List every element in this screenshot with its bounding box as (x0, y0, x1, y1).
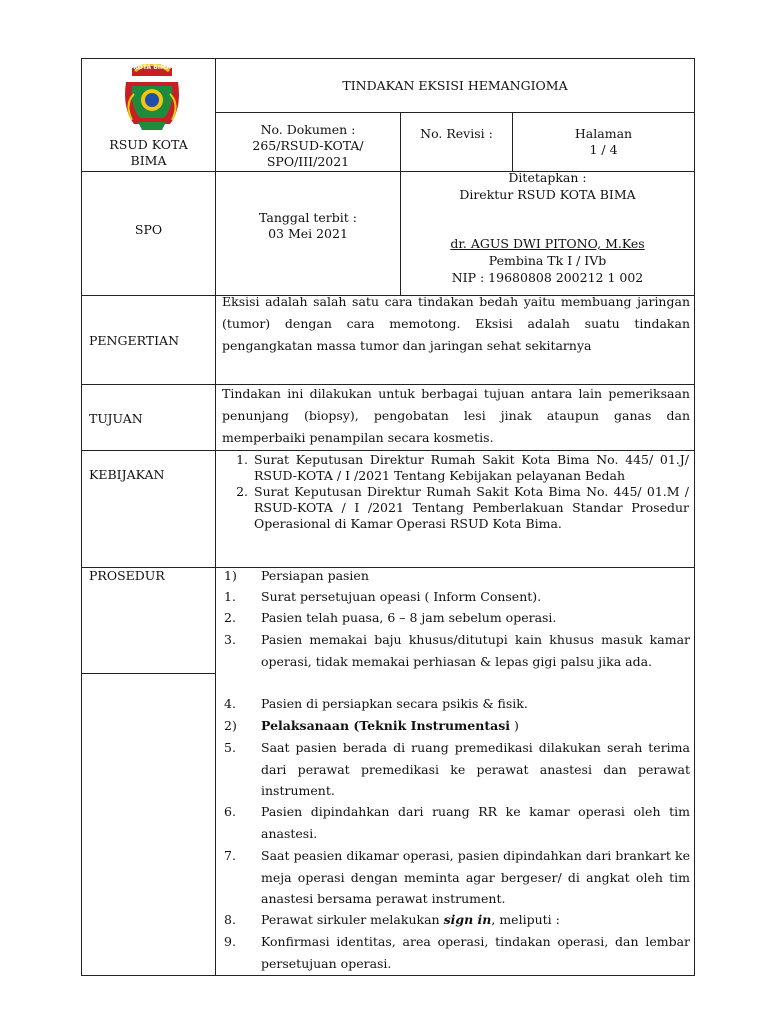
item-text-emphasis: sign in (443, 912, 492, 927)
step-text-bold: Pelaksanaan (Teknik Instrumentasi (261, 718, 510, 733)
table-border-top (81, 58, 695, 59)
director-name: dr. AGUS DWI PITONO, M.Kes (450, 236, 645, 251)
divider (215, 58, 216, 976)
divider (215, 112, 695, 113)
step-text: Persiapan pasien (261, 568, 369, 583)
section-label-tujuan: TUJUAN (89, 411, 143, 426)
item-number: 1. (224, 589, 236, 604)
revision-label: No. Revisi : (420, 126, 493, 141)
doc-number-line2: SPO/III/2021 (266, 154, 350, 169)
divider (81, 450, 695, 451)
item-number: 3. (224, 632, 236, 647)
org-name (82, 137, 215, 169)
doc-number (216, 122, 400, 170)
item-number: 9. (224, 934, 236, 949)
item-text: Saat peasien dikamar operasi, pasien dipindahkan dari brankart ke meja operasi dengan meminta agar bergeser/ di angkat oleh tim anastesi bersama perawat instrument. (261, 848, 690, 906)
item-text (261, 909, 690, 931)
org-name-line1: RSUD KOTA (109, 137, 188, 152)
logo-caption: KOTA BIMA (133, 64, 171, 71)
director-title: Direktur RSUD KOTA BIMA (459, 187, 636, 202)
director-nip: NIP : 19680808 200212 1 002 (451, 270, 644, 285)
section-label-kebijakan: KEBIJAKAN (89, 467, 165, 482)
doc-number-label: No. Dokumen : (260, 122, 356, 137)
section-label-pengertian: PENGERTIAN (89, 333, 180, 348)
list-item: 2. Surat Keputusan Direktur Rumah Sakit Kota Bima No. 445/ 01.M / RSUD-KOTA / I /2021 Tentang Pemberlakuan Standar Prosedur Operasional di Kamar Operasi RSUD Kota Bima. (252, 484, 689, 532)
step-text-tail: ) (509, 718, 519, 733)
divider (81, 673, 215, 674)
document-title: TINDAKAN EKSISI HEMANGIOMA (342, 78, 568, 93)
step-text (261, 715, 690, 737)
item-text: Pasien telah puasa, 6 – 8 jam sebelum operasi. (261, 610, 557, 625)
item-number: 7. (224, 848, 236, 863)
item-text: Pasien memakai baju khusus/ditutupi kain khusus masuk kamar operasi, tidak memakai perhiasan & lepas gigi palsu jika ada. (261, 632, 690, 669)
section-label-prosedur: PROSEDUR (89, 568, 165, 583)
item-text: Konfirmasi identitas, area operasi, tindakan operasi, dan lembar persetujuan operasi. (261, 934, 690, 971)
step-number: 2) (224, 718, 237, 733)
page-value: 1 / 4 (589, 142, 618, 157)
item-number: 8. (224, 912, 236, 927)
item-text-post: , meliputi : (491, 912, 560, 927)
pengertian-text: Eksisi adalah salah satu cara tindakan bedah yaitu membuang jaringan (tumor) dengan cara memotong. Eksisi adalah suatu tindakan pengangkatan massa tumor dan jaringan sehat sekitarnya (222, 294, 690, 353)
item-text: Pasien dipindahkan dari ruang RR ke kamar operasi oleh tim anastesi. (261, 804, 690, 841)
org-name-line2: BIMA (130, 153, 167, 168)
director-signature (401, 236, 694, 286)
issue-date-value: 03 Mei 2021 (268, 226, 348, 241)
item-text: Surat persetujuan opeasi ( Inform Consent). (261, 589, 542, 604)
issue-date (216, 210, 400, 242)
established-label: Ditetapkan : (508, 170, 587, 185)
item-text-pre: Perawat sirkuler melakukan (261, 912, 444, 927)
page-label: Halaman (574, 126, 633, 141)
table-border-bottom (81, 975, 695, 976)
doc-number-line1: 265/RSUD-KOTA/ (252, 138, 364, 153)
item-text: Saat pasien berada di ruang premedikasi dilakukan serah terima dari perawat premedikasi ke perawat anastesi dan perawat instrument. (261, 740, 690, 798)
spo-label: SPO (134, 222, 163, 237)
tujuan-text: Tindakan ini dilakukan untuk berbagai tujuan antara lain pemeriksaan penunjang (biopsy), pengobatan lesi jinak ataupun ganas dan memperbaiki penampilan secara kosmetis. (222, 386, 690, 445)
item-text: Pasien di persiapkan secara psikis & fisik. (261, 696, 528, 711)
table-border-left (81, 58, 82, 976)
item-number: 2. (224, 610, 236, 625)
kebijakan-list (222, 452, 689, 532)
approval-block (401, 170, 694, 203)
item-number: 5. (224, 740, 236, 755)
list-item: 1. Surat Keputusan Direktur Rumah Sakit Kota Bima No. 445/ 01.J/ RSUD-KOTA / I /2021 Tentang Kebijakan pelayanan Bedah (252, 452, 689, 484)
item-number: 4. (224, 696, 236, 711)
page-info (513, 126, 694, 158)
director-rank: Pembina Tk I / IVb (488, 253, 607, 268)
step-number: 1) (224, 568, 237, 583)
item-number: 6. (224, 804, 236, 819)
table-border-right (694, 58, 695, 976)
issue-date-label: Tanggal terbit : (259, 210, 357, 225)
hospital-logo (104, 64, 200, 134)
